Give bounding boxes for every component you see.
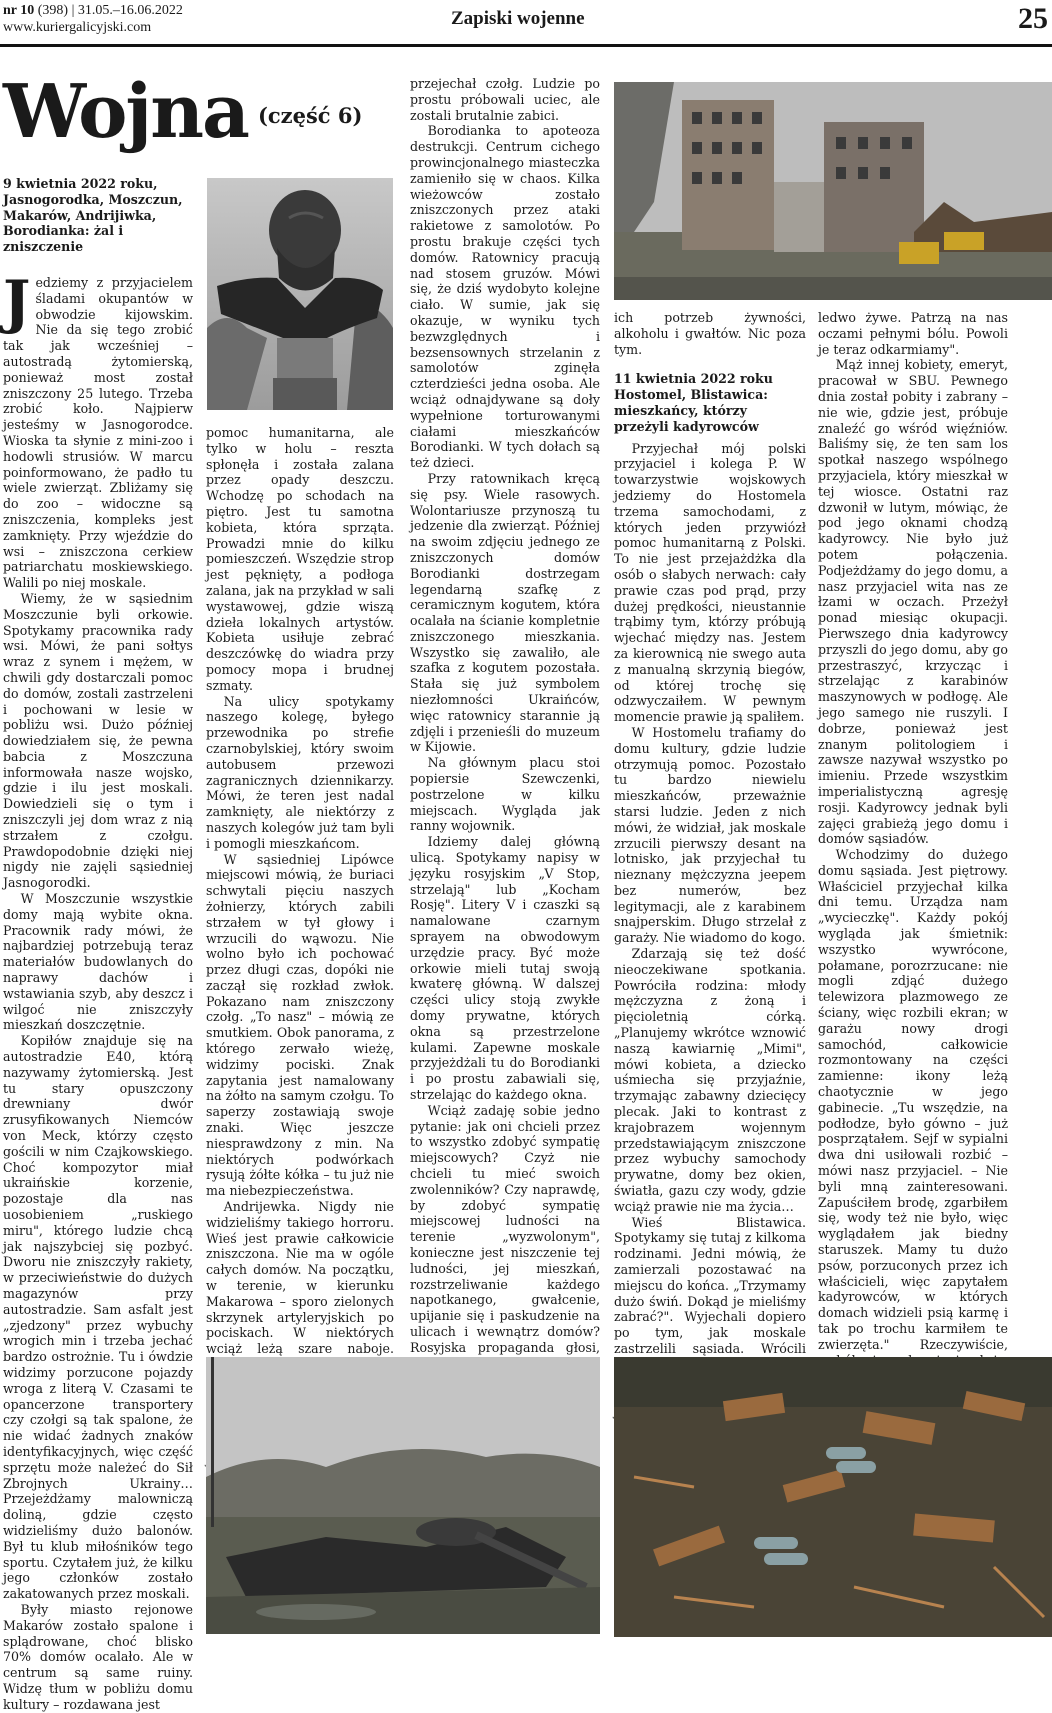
title-part: (część 6) (257, 103, 363, 128)
paragraph: Andrijewka. Nigdy nie widzieliśmy takiego horroru. Wieś jest prawie całkowicie zniszczona. Nie ma w ogóle całych domów. Na początku, w terenie, w kierunku Makarowa – sporo zielonych skrzynek artyleryjskich po pociskach. W niektórych wciąż leżą szare naboje. (206, 1199, 394, 1357)
paragraph: Na ulicy spotykamy naszego kolegę, byłego przewodnika po strefie czarnobylskiej, który swoim autobusem przewozi zagranicznych dziennikarzy. Mówi, że teren jest nadal zamknięty, ale niektórzy z naszych kolegów już tam byli i pomogli mieszkańcom. (206, 693, 394, 851)
issue-dates: (398) | 31.05.–16.06.2022 (34, 3, 183, 18)
paragraph: Na głównym placu stoi popiersie Szewczenki, postrzelone w kilku miejscach. Wygląda jak ranny wojownik. (410, 755, 600, 834)
paragraph: Wciąż zadaję sobie jedno pytanie: jak oni chcieli przez to wszystko zdobyć sympatię miejscowych? Czyż nie chcieli tu mieć swoich zwolenników? Czy naprawdę, by zdobyć sympatię miejscowej ludności na terenie „wyzwolonym", konieczne jest niszczenie tej ludności, jej mieszkań, rozstrzeliwanie każdego napotkanego, gwałcenie, upijanie się i paskudzenie na ulicach i wewnątrz domów? Rosyjska propaganda głosi, (410, 1102, 600, 1355)
drop-cap: J (3, 267, 31, 336)
title-main: Wojna (3, 69, 248, 155)
paragraph: W Hostomelu trafiamy do domu kultury, gdzie ludzie otrzymują pomoc. Pozostało tu bardzo niewielu mieszkańców, przeważnie starsi ludzie. Jeden z nich mówi, że widział, jak moskale zrzucili pierwszy desant na lotnisko, jak przyjechał tu nieznany mężczyzna jeepem bez numerów, bez legitymacji, ale z karabinem snajperskim. Długo strzelał z garaży. Nie wiadomo do kogo. (614, 724, 806, 946)
paragraph: ich potrzeb żywności, alkoholu i gwałtów. Nic poza tym. (614, 310, 806, 357)
paragraph: W Moszczunie wszystkie domy mają wybite okna. Pracownik rady mówi, że najbardziej potrzebują teraz materiałów budowlanych do naprawy dachów i wstawiania szyb, aby deszcz i wilgoć nie zniszczyły mieszkań doszczętnie. (3, 891, 193, 1033)
photo-borodianka-ruins (614, 82, 1052, 300)
header-rule (0, 44, 1052, 47)
paragraph: Zdarzają się też dość nieoczekiwane spotkania. Powróciła rodzina: młody mężczyzna z żoną i pięcioletnią córką. „Planujemy wkrótce wznowić naszą kawiarnię „Mimi", mówi kobieta, a dziecko uśmiecha się przyjaźnie, trzymając zabawny dziecięcy plecak. Jaki to kontrast z krajobrazem wojennym przedstawiającym zniszczone przez wybuchy samochody prywatne, domy bez okien, światła, gazu czy wody, gdzie wciąż prawie nie ma życia… (614, 946, 806, 1214)
photo-shevchenko-bust (207, 178, 393, 410)
column-2 (206, 425, 394, 1357)
paragraph: W sąsiedniej Lipówce miejscowi mówią, że buriaci schwytali pięciu naszych żołnierzy, których zabili strzałem w tył głowy i wrzucili do wąwozu. Nie wolno było ich pochować przez długi czas, dopóki nie zaczął się rozkład zwłok. Pokazano nam zniszczony czołg. „To nasz" – mówią ze smutkiem. Obok panorama, z którego zerwało wieżę, widzimy pociski. Znak zapytania jest namalowany na żółto na samym czołgu. To saperzy zostawiają swoje znaki. Więc jeszcze niesprawdzony z min. Na niektórych podwórkach rysują żółte kółka – tu już nie ma niebezpieczeństwa. (206, 851, 394, 1199)
paragraph: Wchodzimy do dużego domu sąsiada. Jest piętrowy. Właściciel przyjechał kilka dni temu. Urządza nam „wycieczkę". Każdy pokój wygląda jak śmietnik: wszystko wywrócone, połamane, porozrzucane: nie mogli zdjąć dużego telewizora plazmowego ze ściany, więc rozbili ekran; w garażu nowy drogi samochód, całkowicie rozmontowany na części zamienne: ikony leżą chaotycznie w jego gabinecie. „Tu wszędzie, na podłodze, było gówno – już posprzątałem. Sejf w sypialni dwa dni usiłowali rozbić – mówi nasz przyjaciel. – Nie byli mną zainteresowani. Zapuściłem brodę, zgarbiłem się, wody też nie było, więc wyglądałem jak biedny staruszek. Mamy tu dużo psów, porzuconych przez ich właścicieli, więc zapytałem kadyrowców, w których domach widzieli psią karmę i tak po trochu karmiłem te zwierzęta." Rzeczywiście, (818, 847, 1008, 1352)
column-1 (3, 176, 193, 1712)
subheading-april-11: 11 kwietnia 2022 roku Hostomel, Blistawica: mieszkańcy, którzy przeżyli kadyrowców (614, 371, 773, 434)
website-url[interactable]: www.kuriergalicyjski.com (3, 20, 152, 35)
column-5 (818, 310, 1008, 1354)
bust-image (207, 178, 393, 410)
paragraph: Były miasto rejonowe Makarów zostało spalone i splądrowane, choć blisko 70% domów ocalało. Ale w centrum są same ruiny. Widzę tłum w pobliżu domu kultury – rozdawana jest (3, 1601, 193, 1712)
paragraph: Przy ratownikach kręcą się psy. Wiele rasowych. Wolontariusze przynoszą tu jedzenie dla zwierząt. Później na swoim zdjęciu jednego ze zniszczonych domów Borodianki dostrzegam legendarną szafkę z ceramicznym kogutem, która ocalała na ścianie kompletnie zniszczonego mieszkania. Wszystko się zawaliło, ale szafka z kogutem pozostała. Stała się już symbolem niezłomności Ukraińców, więc ratownicy starannie ją zdjęli i przenieśli do muzeum w Kijowie. (410, 470, 600, 755)
paragraph: przejechał czołg. Ludzie po prostu próbowali uciec, ale zostali brutalnie zabici. (410, 76, 600, 123)
photo-destroyed-tank (206, 1357, 600, 1634)
section-title: Zapiski wojenne (451, 8, 585, 29)
paragraph: Kopiłów znajduje się na autostradzie E40, którą nazywamy żytomierską. Jest tu stary opuszczony drewniany dwór zrusyfikowanych Niemców von Meck, którzy często gościli w nim Czajkowskiego. Choć kompozytor miał ukraińskie korzenie, pozostaje dla nas uosobieniem „ruskiego miru", którego ludzie chcą jak najszybciej się pozbyć. Dworu nie zniszczyły rakiety, w przeciwieństwie do dużych magazynów przy autostradzie. Sam asfalt jest „zjedzony" przez wybuchy wrogich min i trzeba jechać bardzo ostrożnie. Tu i ówdzie widzimy porzucone pojazdy wroga z literą V. Czasami te opancerzone transportery czy czołgi są tak spalone, że nie widać żadnych znaków identyfikacyjnych, więc część sprzętu może należeć do Sił Zbrojnych Ukrainy… Przejeżdżamy malowniczą doliną, gdzie często widzieliśmy dużo balonów. Był tu klub miłośników tego sportu. Czytałem już, że kilku jego członków zostało zakatowanych przez moskali. (3, 1033, 193, 1602)
column-4 (614, 310, 806, 1354)
paragraph: Mąż innej kobiety, emeryt, pracował w SBU. Pewnego dnia został pobity i zabrany – nie wie, gdzie jest, próbuje znaleźć go wśród więźniów. Baliśmy się, że ten sam los spotkał naszego wspólnego przyjaciela, który mieszkał w tej wiosce. Ostatni raz dzwonił w lutym, mówiąc, że pod jego oknami chodzą kadyrowcy. Nie było już potem połączenia. Podjeżdżamy do jego domu, a nasz przyjaciel wita nas ze łzami w oczach. Przeżył ponad miesiąc okupacji. Pierwszego dnia kadyrowcy przyszli do jego domu, aby go przestraszyć, krzycząc i strzelając z karabinów maszynowych w podłogę. Ale jego samego nie ruszyli. I dobrze, ponieważ jest znanym politologiem i zawsze nazywał wszystko po imieniu. Przede wszystkim imperialistyczną agresję rosji. Kadyrowcy jednak byli zajęci grabieżą jego domu i domów sąsiadów. (818, 357, 1008, 847)
column-3 (410, 76, 600, 1354)
subheading-april-9: 9 kwietnia 2022 roku, Jasnogorodka, Moszczun, Makarów, Andrijiwka, Borodianka: żal i zniszczenie (3, 176, 183, 255)
page-header (0, 0, 1052, 48)
paragraph: pomoc humanitarna, ale tylko w holu – reszta spłonęła i została zalana przez opady deszczu. Wchodzę po schodach na piętro. Jest tu samotna kobieta, która sprząta. Prowadzi mnie do kilku pomieszczeń. Wszędzie strop jest pęknięty, a podłoga zalana, jak na przykład w sali wystawowej, gdzie wiszą dzieła lokalnych artystów. Kobieta usiłuje zebrać deszczówkę do wiadra przy pomocy mopa i brudnej szmaty. (206, 425, 394, 693)
tank-image (206, 1357, 600, 1634)
ruins-image (614, 82, 1052, 300)
photo-artillery-crates (614, 1357, 1052, 1637)
issue-info (3, 2, 183, 19)
paragraph: Idziemy dalej główną ulicą. Spotykamy napisy w języku rosyjskim „V Stop, strzelają" lub „Kocham Rosję". Litery V i czaszki są namalowane czarnym sprayem na obwodowym urzędzie pracy. Być może orkowie mieli tutaj swoją kwaterę główną. W dalszej części ulicy stoją zwykłe domy prywatne, których okna są przestrzelone kulami. Zapewne moskale przyjeżdżali tu do Borodianki i po prostu zabawiali się, strzelając do każdego okna. (410, 834, 600, 1102)
paragraph: Przyjechał mój polski przyjaciel i kolega P. W towarzystwie wojskowych jedziemy do Hostomela trzema samochodami, z których jeden przywiózł pomoc humanitarną z Polski. To nie jest przejażdżka dla osób o słabych nerwach: cały prawie czas pod prąd, przy dużej prędkości, nieustannie trąbimy tym, którzy próbują wjechać między nas. Jestem za kierownicą nie swego auta z manualną skrzynią biegów, od której trochę się odzwyczaiłem. W pewnym momencie prawie ją spaliłem. (614, 440, 806, 725)
paragraph: Wieś Blistawica. Spotykamy się tutaj z kilkoma rodzinami. Jedni mówią, że zamierzali pozostawać na miejscu do końca. „Trzymamy dużo świń. Dokąd je mieliśmy zabrać?". Wyjechali dopiero po tym, jak moskale zastrzelili sąsiada. Wrócili (614, 1214, 806, 1356)
paragraph: Wiemy, że w sąsiednim Moszczunie byli orkowie. Spotykamy pracownika rady wsi. Mówi, że pani sołtys wraz z synem i mężem, w chwili gdy dostarczali pomoc do domów, zostali zastrzeleni i pochowani w lesie w pobliżu wsi. Dużo później dowiedziałem się, że pewna babcia z Moszczuna informowała nasze wojsko, gdzie i ilu jest moskali. Dowiedzieli się o tym i zniszczyli jej dom wraz z nią strzałem z czołgu. Prawdopodobnie dzięki niej nigdy nie zajęli sąsiedniej Jasnogorodki. (3, 590, 193, 891)
issue-number: nr 10 (3, 3, 35, 18)
paragraph-text: edziemy z przyjacielem śladami okupantów w obwodzie kijowskim. Nie da się tego zrobić tak jak wcześniej – autostradą żytomierską, ponieważ most został zniszczony 25 lutego. Trzeba zrobić koło. Najpierw jesteśmy w Jasnogorodce. Wioska ta słynie z mini-zoo i hodowli strusiów. W marcu poinformowano, że padło tu wiele zwierząt. Zbliżamy się do zoo – widoczne są zniszczenia, kompleks jest zamknięty. Przy wjeździe do wsi – zniszczona cerkiew patriarchatu moskiewskiego. Walili po niej moskale. (3, 274, 193, 591)
paragraph: Borodianka to apoteoza destrukcji. Centrum cichego prowincjonalnego miasteczka zamieniło się w chaos. Kilka wieżowców zostało zniszczonych przez ataki rakietowe z samolotów. Po prostu brakuje części tych domów. Ratownicy pracują nad stosem gruzów. Mówi się, że dziś wydobyto kolejne ciało. W sumie, jak się okazuje, w wyniku tych bezwzględnych i bezsensownych strzelanin z samolotów zginęła czterdzieści jedna osoba. Ale wciąż odnajdywane są doły wypełnione torturowanymi ciałami mieszkańców Borodianki. W tych dołach są też dzieci. (410, 123, 600, 471)
page-number: 25 (1018, 2, 1048, 35)
paragraph: ledwo żywe. Patrzą na nas oczami pełnymi bólu. Powoli je teraz odkarmiamy". (818, 310, 1008, 357)
crates-image (614, 1357, 1052, 1637)
article-title (3, 62, 362, 162)
paragraph (3, 267, 193, 591)
